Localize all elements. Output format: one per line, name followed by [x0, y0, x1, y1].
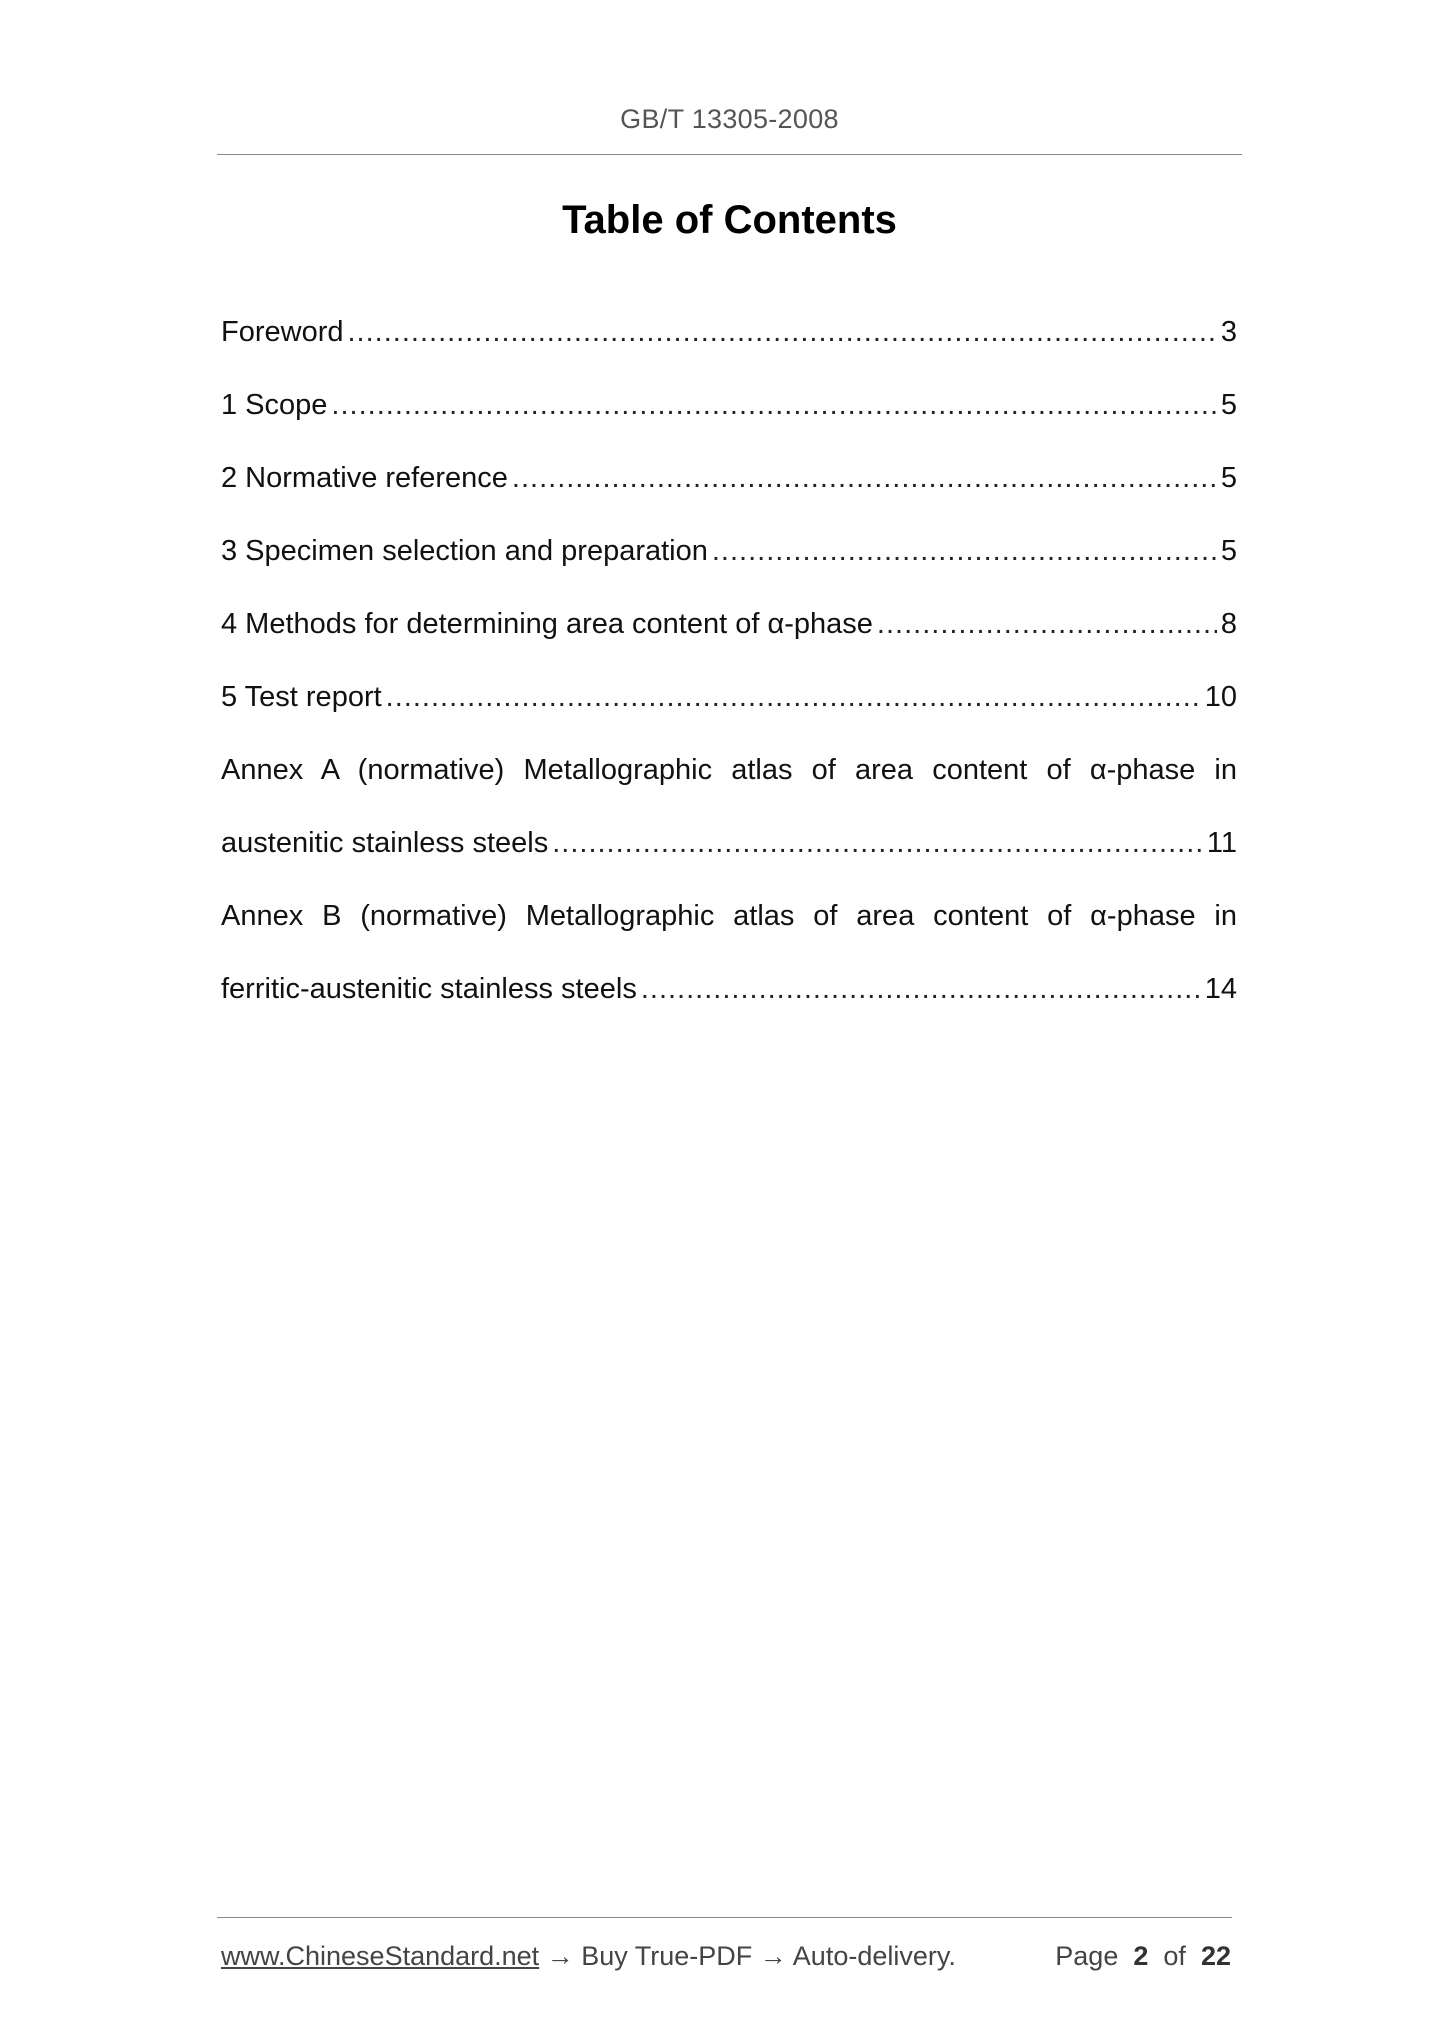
toc-dot-leader	[348, 310, 1217, 354]
toc-entry-label: Foreword	[221, 316, 344, 348]
toc-dot-leader	[712, 529, 1217, 573]
toc-entry-annex-a-line1[interactable]: Annex A (normative) Metallographic atlas of area content of α-phase in	[221, 754, 1237, 786]
current-page-number: 2	[1133, 1941, 1149, 1971]
toc-entry-label: 4 Methods for determining area content of α-phase	[221, 608, 873, 640]
toc-page-number: 3	[1220, 316, 1237, 348]
toc-entry-test-report[interactable]	[221, 675, 1237, 719]
delivery-text: Auto-delivery.	[792, 1941, 956, 1971]
toc-entry-label: 3 Specimen selection and preparation	[221, 535, 708, 567]
toc-entry-foreword[interactable]	[221, 310, 1237, 354]
total-page-number: 22	[1200, 1941, 1231, 1971]
page-footer	[221, 1936, 1231, 1976]
toc-page-number: 14	[1204, 973, 1237, 1005]
toc-dot-leader	[552, 821, 1203, 865]
buy-text: Buy True-PDF	[581, 1941, 753, 1971]
toc-entry-specimen-selection[interactable]	[221, 529, 1237, 573]
header-divider	[217, 154, 1242, 155]
toc-page-number: 5	[1220, 462, 1237, 494]
page-title: Table of Contents	[562, 198, 897, 242]
standard-code-header: GB/T 13305-2008	[620, 104, 839, 134]
toc-entry-normative-reference[interactable]	[221, 456, 1237, 500]
toc-dot-leader	[641, 967, 1201, 1011]
arrow-right-icon: →	[759, 1941, 787, 1971]
toc-dot-leader	[512, 456, 1217, 500]
toc-entry-annex-b-line1[interactable]: Annex B (normative) Metallographic atlas of area content of α-phase in	[221, 900, 1237, 932]
toc-entry-label: austenitic stainless steels	[221, 827, 549, 859]
toc-entry-label: 2 Normative reference	[221, 462, 508, 494]
toc-page-number: 10	[1204, 681, 1237, 713]
toc-entry-label: ferritic-austenitic stainless steels	[221, 973, 637, 1005]
toc-page-number: 11	[1206, 827, 1237, 859]
toc-entry-label: 5 Test report	[221, 681, 382, 713]
toc-dot-leader	[877, 602, 1217, 646]
toc-dot-leader	[386, 675, 1201, 719]
footer-divider	[217, 1917, 1232, 1918]
toc-entry-annex-b-line2[interactable]	[221, 967, 1237, 1011]
toc-entry-scope[interactable]	[221, 383, 1237, 427]
toc-page-number: 5	[1220, 535, 1237, 567]
toc-entry-annex-a-line2[interactable]	[221, 821, 1237, 865]
arrow-right-icon: →	[546, 1941, 574, 1971]
toc-dot-leader	[331, 383, 1216, 427]
toc-page-number: 8	[1220, 608, 1237, 640]
toc-entry-label: 1 Scope	[221, 389, 328, 421]
toc-page-number: 5	[1220, 389, 1237, 421]
of-label: of	[1163, 1941, 1186, 1971]
page-label: Page	[1055, 1941, 1119, 1971]
page-number-indicator	[1055, 1936, 1231, 1976]
site-link[interactable]: www.ChineseStandard.net	[221, 1941, 540, 1971]
footer-promo	[221, 1936, 956, 1976]
toc-entry-methods[interactable]	[221, 602, 1237, 646]
